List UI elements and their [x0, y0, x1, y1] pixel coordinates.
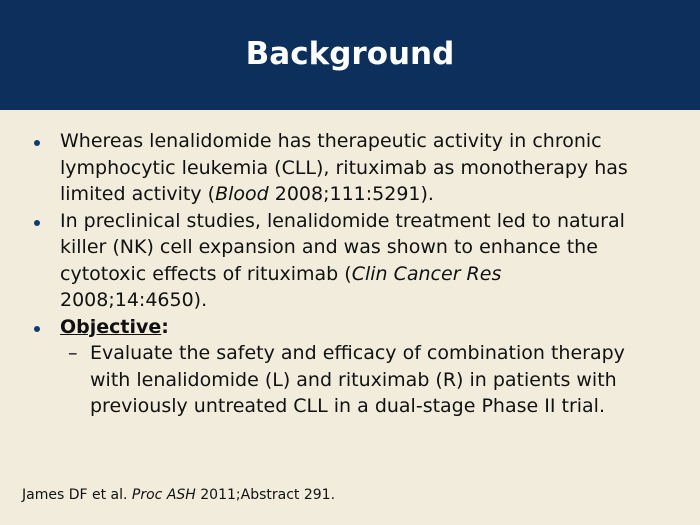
citation-detail: 2008;14:4650).	[60, 289, 208, 311]
footer-authors: James DF et al.	[22, 487, 132, 503]
footer-journal: Proc ASH	[131, 487, 196, 503]
citation-journal: Clin Cancer Res	[351, 262, 502, 285]
bullet-text: In preclinical studies, lenalidomide treatment led to natural killer (NK) cell expansion and was shown to enhance the cytotoxic effects of rituximab (	[60, 209, 625, 285]
objective-label: Objective	[60, 315, 162, 338]
bullet-dot-icon	[34, 140, 40, 146]
citation-detail: 2008;111:5291).	[268, 183, 434, 205]
footer-detail: 2011;Abstract 291.	[195, 487, 336, 503]
bullet-text: Whereas lenalidomide has therapeutic activity in chronic lymphocytic leukemia (CLL), rituximab as monotherapy has limited activity (	[60, 130, 628, 205]
bullet-item	[0, 128, 700, 208]
sub-bullet-item	[0, 340, 700, 420]
reference-footer	[22, 487, 335, 503]
sub-bullet-text: Evaluate the safety and efficacy of combination therapy with lenalidomide (L) and rituximab (R) in patients with previously untreated CLL in a dual-stage Phase II trial.	[90, 342, 625, 417]
dash-icon: –	[68, 342, 78, 364]
slide-content	[0, 128, 700, 420]
slide-title: Background	[245, 36, 455, 72]
slide-header	[0, 0, 700, 110]
bullet-dot-icon	[34, 326, 40, 332]
bullet-item-objective	[0, 314, 700, 341]
citation-journal: Blood	[215, 183, 269, 205]
bullet-item	[0, 208, 700, 314]
bullet-dot-icon	[34, 220, 40, 226]
objective-colon: :	[161, 315, 169, 338]
